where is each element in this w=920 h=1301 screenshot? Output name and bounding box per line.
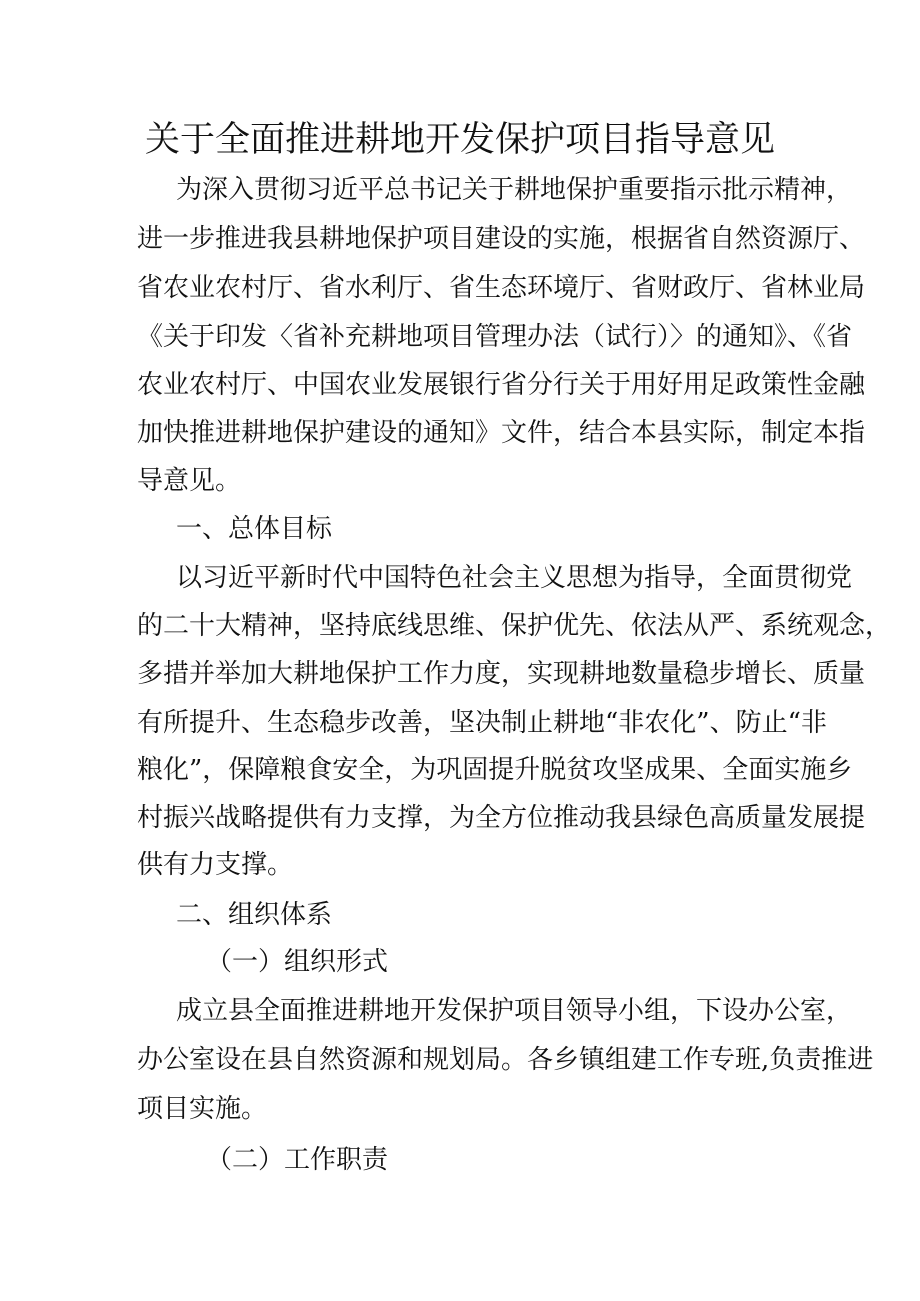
section1-line: 的二十大精神，坚持底线思维、保护优先、依法从严、系统观念， [137,611,892,641]
section1-line: 有所提升、生态稳步改善，坚决制止耕地“非农化”、防止“非 [137,708,827,738]
intro-line: 加快推进耕地保护建设的通知》文件，结合本县实际，制定本指 [137,418,866,448]
sub1-line: 成立县全面推进耕地开发保护项目领导小组，下设办公室， [176,996,853,1026]
subsection-heading: （一）组织形式 [206,947,389,977]
section1-line: 供有力支撑。 [137,850,294,880]
section-heading: 一、总体目标 [176,514,333,544]
section1-line: 粮化”，保障粮食安全，为巩固提升脱贫攻坚成果、全面实施乡 [137,755,853,785]
intro-line: 省农业农村厅、省水利厅、省生态环境厅、省财政厅、省林业局 [137,273,866,303]
intro-line: 进一步推进我县耕地保护项目建设的实施，根据省自然资源厅、 [137,224,866,254]
subsection-heading: （二）工作职责 [206,1145,389,1175]
intro-line: 导意见。 [137,466,242,496]
intro-line: 农业农村厅、中国农业发展银行省分行关于用好用足政策性金融 [137,370,866,400]
section1-line: 以习近平新时代中国特色社会主义思想为指导，全面贯彻党 [176,563,853,593]
section-heading: 二、组织体系 [176,900,333,930]
document-title: 关于全面推进耕地开发保护项目指导意见 [144,120,775,160]
section1-line: 村振兴战略提供有力支撑，为全方位推动我县绿色高质量发展提 [137,803,866,833]
intro-line: 《关于印发〈省补充耕地项目管理办法（试行）〉的通知》、《省 [137,322,853,352]
intro-line: 为深入贯彻习近平总书记关于耕地保护重要指示批示精神， [176,175,853,205]
section1-line: 多措并举加大耕地保护工作力度，实现耕地数量稳步增长、质量 [137,659,866,689]
sub1-line: 项目实施。 [137,1094,268,1124]
sub1-line: 办公室设在县自然资源和规划局。各乡镇组建工作专班,负责推进 [137,1045,874,1075]
